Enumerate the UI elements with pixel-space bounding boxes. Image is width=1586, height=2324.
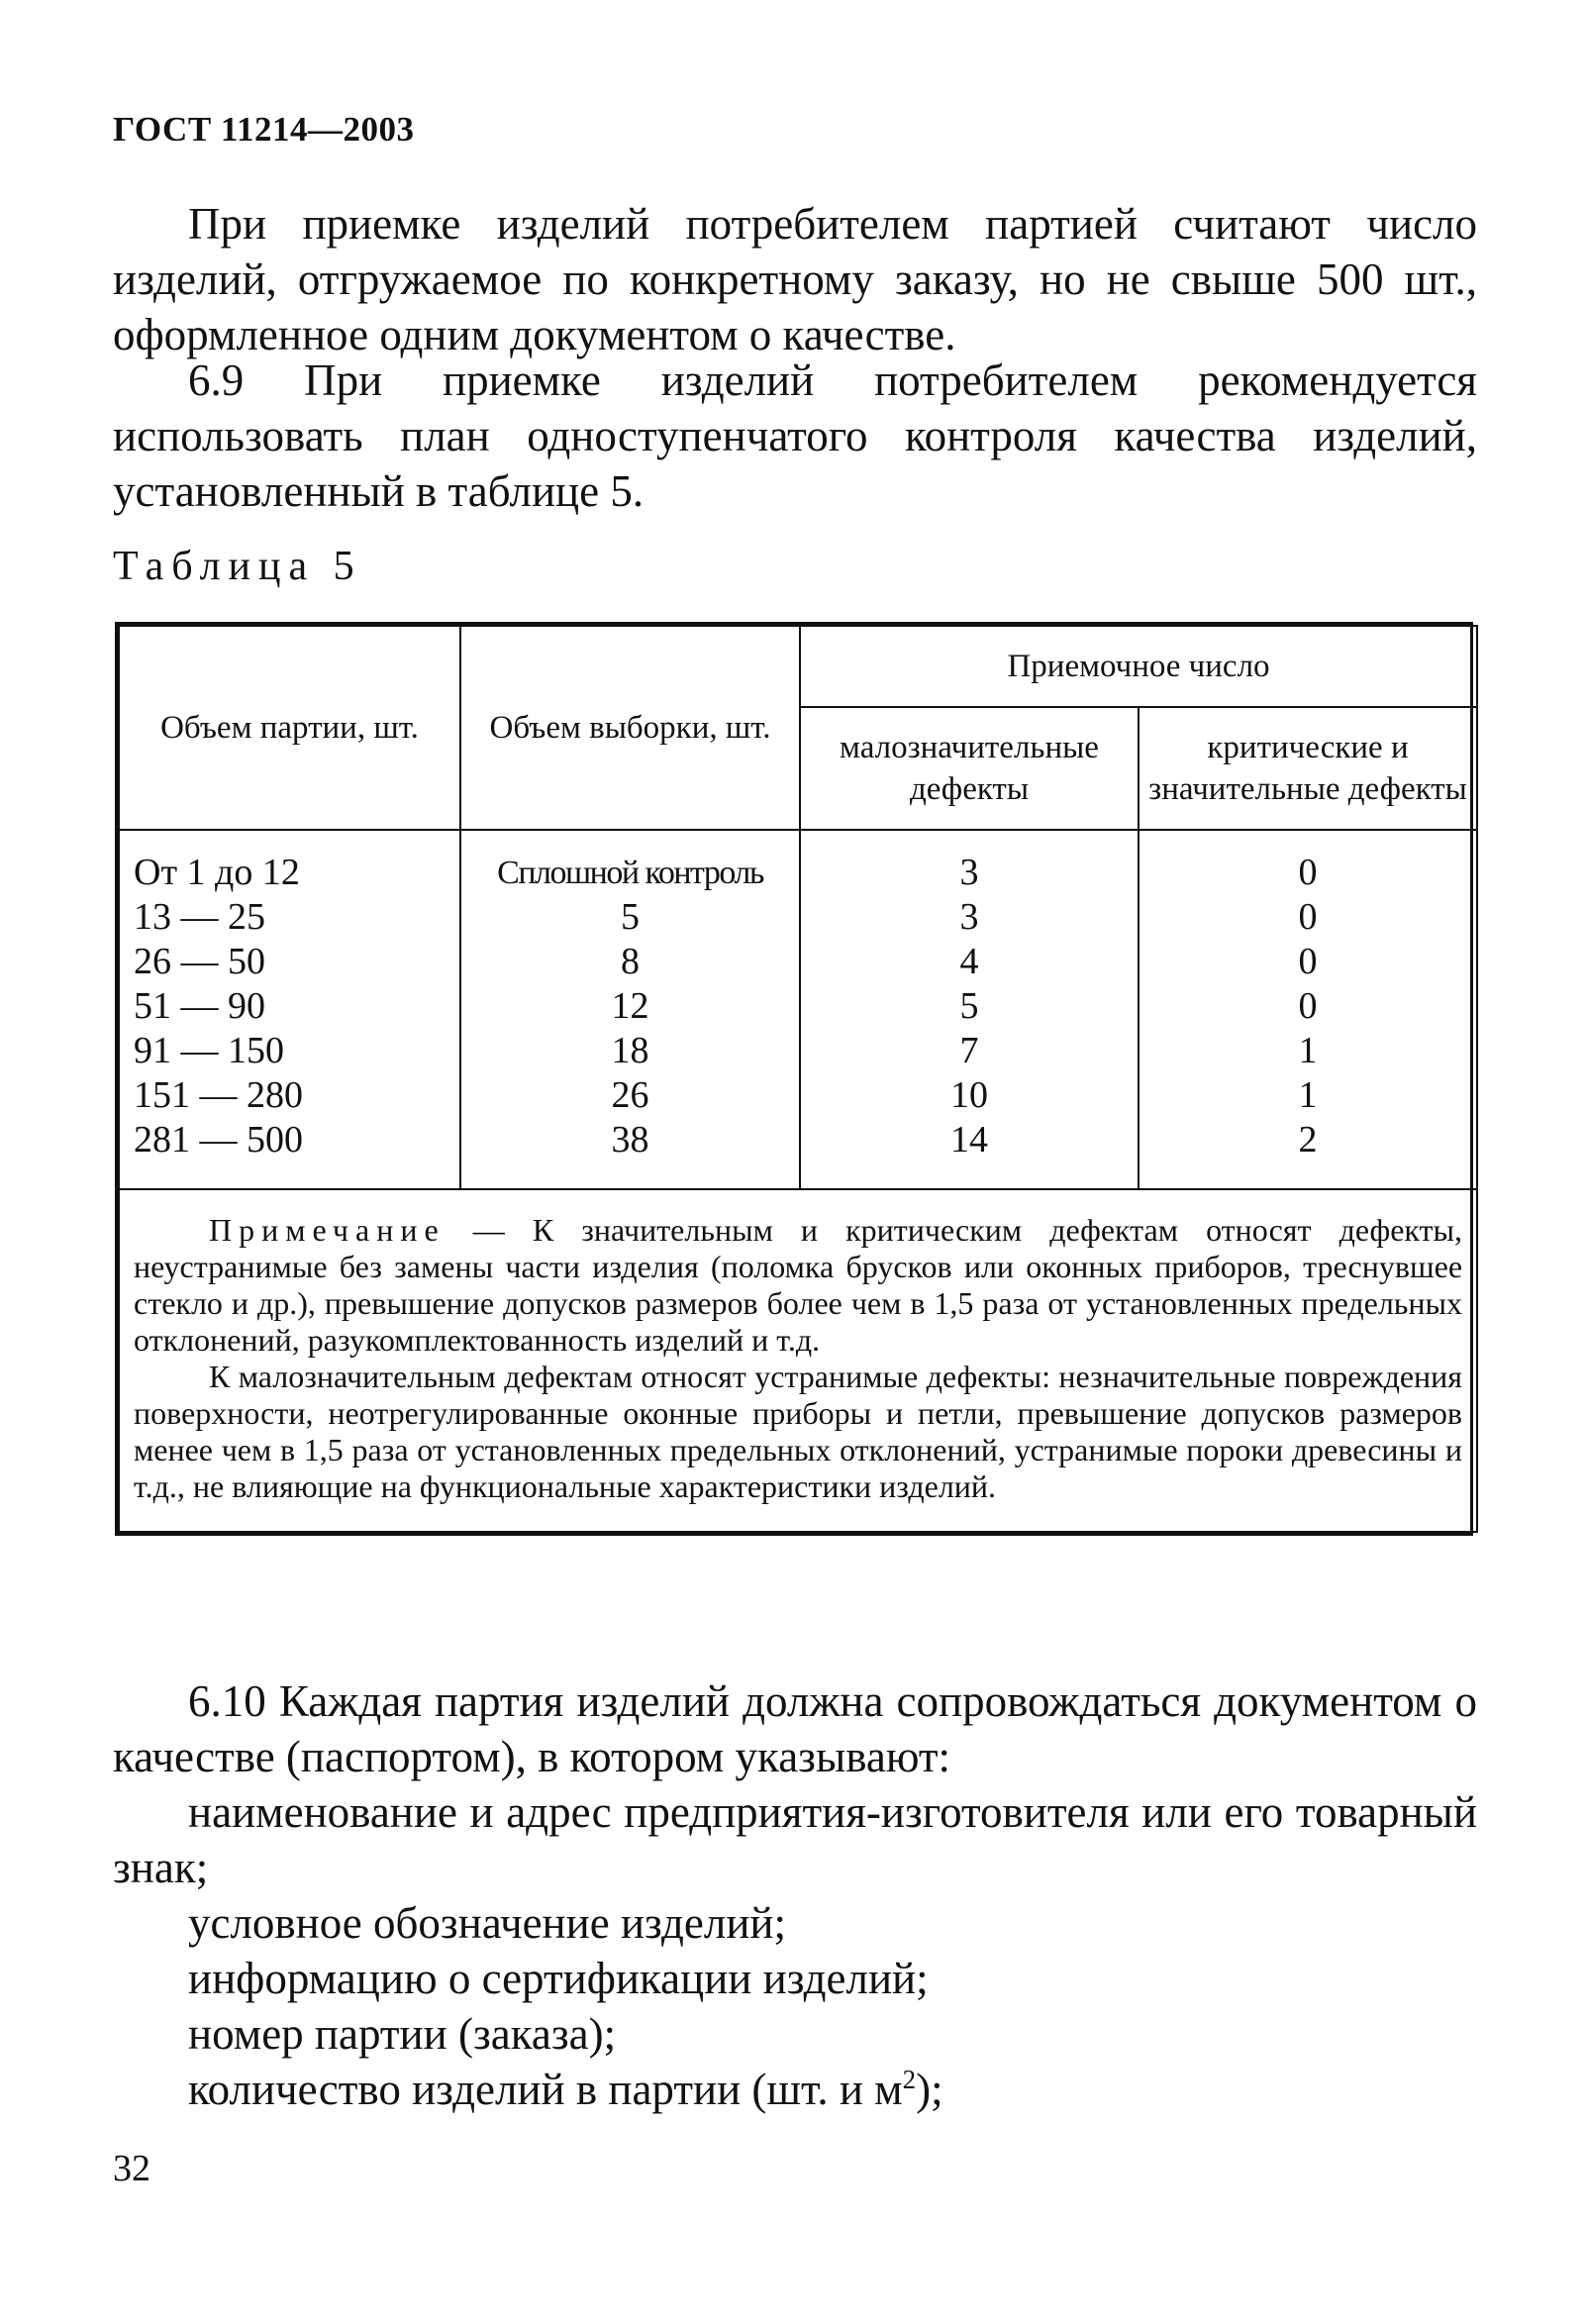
sample-size-cell: 12 — [611, 985, 649, 1027]
minor-defects-cell: 7 — [959, 1030, 979, 1071]
sample-size-cell: 5 — [621, 896, 640, 938]
list-item-manufacturer: наименование и адрес предприятия-изготовителя или его товарный знак; — [113, 1787, 1477, 1892]
critical-defects-cell: 2 — [1298, 1119, 1318, 1161]
sample-size-cell: 26 — [611, 1074, 649, 1116]
acceptance-table — [115, 622, 1473, 1536]
list-item-certification: информацию о сертификации изделий; — [188, 1954, 929, 2003]
critical-defects-cell: 0 — [1298, 852, 1318, 893]
paragraph-6-10: 6.10 Каждая партия изделий должна сопровождаться документом о качестве (паспортом), в котором указывают: — [113, 1676, 1477, 1781]
minor-defects-cell: 3 — [959, 852, 979, 893]
quantity-superscript: 2 — [902, 2065, 917, 2094]
lot-size-cell: 26 — 50 — [134, 941, 265, 982]
list-item-batch-number: номер партии (заказа); — [188, 2009, 617, 2059]
critical-defects-cell: 0 — [1298, 896, 1318, 938]
note-paragraph-major — [134, 1212, 1462, 1359]
lot-size-cell: 281 — 500 — [134, 1119, 303, 1161]
sample-size-cell: 38 — [611, 1119, 649, 1161]
note-label: Примечание — [209, 1212, 446, 1248]
header-critical-defects: критические и значительные дефекты — [1139, 707, 1477, 830]
paragraph-lot-definition: При приемке изделий потребителем партией считают число изделий, отгружаемое по конкретному заказу, но не свыше 500 шт., оформленное одним документом о качестве. — [113, 199, 1477, 359]
list-item-designation: условное обозначение изделий; — [188, 1898, 786, 1948]
critical-defects-cell: 1 — [1298, 1074, 1318, 1116]
minor-defects-cell: 3 — [959, 896, 979, 938]
header-minor-defects: малозначительные дефекты — [800, 707, 1139, 830]
note-text-minor: К малозначительным дефектам относят устранимые дефекты: незначительные повреждения поверхности, неотрегулированные оконные приборы и петли, превышение допусков размеров менее чем в 1,5 раза от установленных предельных отклонений, устранимые пороки древесины и т.д., не влияющие на функциональные характеристики изделий. — [134, 1359, 1463, 1504]
minor-defects-cell: 4 — [959, 941, 979, 982]
lot-size-cell: 91 — 150 — [134, 1030, 284, 1071]
paragraph-6-9: 6.9 При приемке изделий потребителем рекомендуется использовать план одноступенчатого контроля качества изделий, установленный в таблице 5. — [113, 355, 1477, 516]
quantity-text-end: ); — [916, 2065, 943, 2114]
header-acceptance-number: Приемочное число — [800, 626, 1477, 707]
header-sample-size: Объем выборки, шт. — [460, 626, 800, 830]
lot-size-cell: 51 — 90 — [134, 985, 265, 1027]
header-lot-size: Объем партии, шт. — [119, 626, 460, 830]
lot-size-cell: От 1 до 12 — [134, 852, 300, 893]
table-caption: Таблица 5 — [113, 544, 362, 589]
minor-defects-cell: 5 — [959, 985, 979, 1027]
column-minor-defects — [800, 830, 1139, 1189]
critical-defects-cell: 1 — [1298, 1030, 1318, 1071]
lot-size-cell: 151 — 280 — [134, 1074, 303, 1116]
critical-defects-cell: 0 — [1298, 941, 1318, 982]
minor-defects-cell: 14 — [950, 1119, 988, 1161]
lot-size-cell: 13 — 25 — [134, 896, 265, 938]
standard-code-header: ГОСТ 11214—2003 — [113, 110, 415, 149]
page-number: 32 — [113, 2148, 150, 2189]
column-critical-defects — [1139, 830, 1477, 1189]
table-note — [119, 1189, 1477, 1532]
minor-defects-cell: 10 — [950, 1074, 988, 1116]
sample-size-cell: Сплошной контроль — [497, 855, 763, 891]
sample-size-cell: 18 — [611, 1030, 649, 1071]
critical-defects-cell: 0 — [1298, 985, 1318, 1027]
column-lot-size — [119, 830, 460, 1189]
quantity-text: количество изделий в партии (шт. и м — [188, 2065, 903, 2114]
sample-size-cell: 8 — [621, 941, 640, 982]
column-sample-size — [460, 830, 800, 1189]
list-item-quantity — [113, 2062, 1477, 2117]
note-text-major: — К значительным и критическим дефектам относят дефекты, неустранимые без замены части изделия (поломка брусков или оконных приборов, треснувшее стекло и др.), превышение допусков размеров более чем в 1,5 раза от установленных предельных отклонений, разукомплектованность изделий и т.д. — [134, 1212, 1463, 1358]
